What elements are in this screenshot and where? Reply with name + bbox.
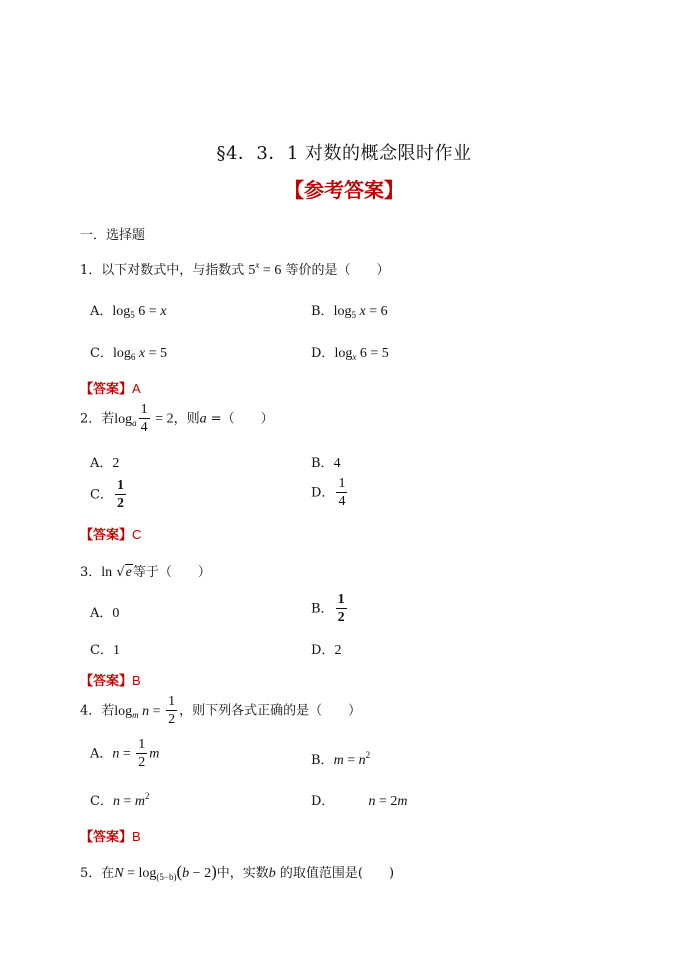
q4-option-d: D． n = 2m [311, 794, 408, 809]
document-title: §4．3．1 对数的概念限时作业 [216, 143, 472, 164]
q1-expression: $5^x = 6$ [248, 260, 282, 278]
question-4: 4．若$\log_m n$ = $\frac{1}{2}$ ，则下列各式正确的是（ ） [80, 694, 362, 727]
question-1 [80, 259, 389, 279]
q1-text-pre: 1．以下对数式中，与指数式 [80, 263, 245, 278]
q2-option-b: B．4 [311, 456, 341, 471]
question-3: 3．ln √e等于（ ） [80, 565, 211, 580]
q1-answer: 【答案】A [80, 381, 141, 397]
q2-option-a: A．2 [90, 456, 120, 471]
q1-option-c: C．$\log_6 x = 5$ [90, 346, 167, 362]
sqrt-symbol: √ [116, 565, 125, 580]
q4-answer: 【答案】B [80, 829, 141, 845]
question-2: 2．若$\log_a$ $\frac{1}{4}$ = 2，则a =（ ） [80, 402, 274, 435]
q1-option-d: D．$\log_x 6 = 5$ [311, 346, 389, 362]
q3-option-c: C．1 [90, 643, 120, 658]
q1-option-b: B．$\log_5 x = 6$ [311, 304, 388, 320]
q2-option-c: C． $\frac{1}{2}$ [90, 478, 124, 511]
q3-option-d: D．2 [311, 643, 342, 658]
section-heading: 一．选择题 [80, 228, 146, 243]
q4-option-a: A．n = $\frac{1}{2}$ m [90, 737, 160, 770]
q3-option-b: B． $\frac{1}{2}$ [311, 592, 345, 625]
q3-answer: 【答案】B [80, 673, 141, 689]
answer-key-heading: 【参考答案】 [284, 178, 404, 202]
q4-option-c: C．$n = m^2$ [90, 791, 150, 809]
q3-option-a: A．0 [90, 606, 120, 621]
q2-answer: 【答案】C [80, 527, 142, 543]
q1-option-a: A．$\log_5 6 = x$ [90, 304, 167, 320]
q1-text-post: 等价的是（ ） [285, 263, 390, 278]
q2-option-d: D． $\frac{1}{4}$ [311, 476, 346, 509]
q4-option-b: B．$m = n^2$ [311, 750, 371, 768]
question-5: 5．在$N = \log_{(5-b)}(b - 2)$中，实数b 的取值范围是( ) [80, 862, 395, 882]
